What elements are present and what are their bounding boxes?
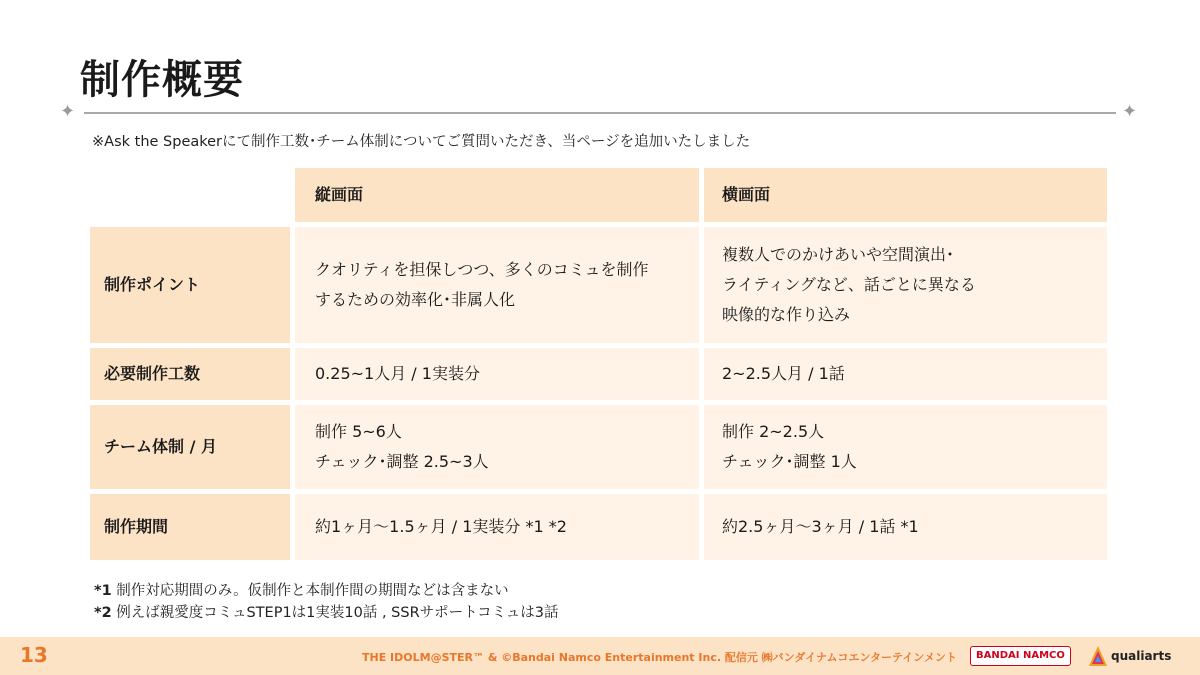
row-label: 制作期間	[90, 494, 290, 560]
header-cell-landscape: 横画面	[704, 168, 1107, 222]
table-header-row	[90, 168, 1107, 222]
cell-line: 0.25~1人月 / 1実装分	[315, 364, 480, 383]
qualiarts-wordmark: qualiarts	[1111, 649, 1172, 663]
table-row	[90, 494, 1107, 560]
cell-line: 約1ヶ月～1.5ヶ月 / 1実装分 *1 *2	[315, 517, 567, 536]
footnote-mark: *1	[94, 583, 112, 599]
footnote-mark: *2	[94, 605, 112, 621]
cell-line: 2~2.5人月 / 1話	[722, 364, 845, 383]
cell-line: チェック･調整 2.5~3人	[315, 452, 489, 471]
cell-line: ライティングなど、話ごとに異なる	[722, 275, 976, 294]
cell-line: チェック･調整 1人	[722, 452, 857, 471]
cell-line: 制作 2~2.5人	[722, 422, 825, 441]
table-row	[90, 227, 1107, 343]
qualiarts-logo	[1088, 644, 1171, 668]
cell-line: 複数人でのかけあいや空間演出･	[722, 245, 955, 264]
header-cell-portrait: 縦画面	[295, 168, 699, 222]
footnote	[94, 602, 559, 624]
qualiarts-mark-icon	[1088, 645, 1108, 667]
header-cell-empty	[90, 168, 290, 222]
title-divider	[84, 112, 1116, 114]
copyright-text: THE IDOLM@STER™ & ©Bandai Namco Entertainment Inc. 配信元 ㈱バンダイナムコエンターテインメント	[362, 651, 957, 664]
table-row	[90, 348, 1107, 400]
table-cell	[295, 494, 699, 560]
page-number: 13	[20, 643, 48, 667]
table-cell	[704, 348, 1107, 400]
cell-line: 約2.5ヶ月～3ヶ月 / 1話 *1	[722, 517, 919, 536]
cell-line: 映像的な作り込み	[722, 305, 851, 324]
sparkle-icon: ✦	[60, 101, 76, 122]
overview-table	[90, 168, 1107, 565]
footnotes	[94, 580, 559, 624]
cell-line: するための効率化･非属人化	[315, 290, 516, 309]
table-cell	[704, 227, 1107, 343]
row-label: 必要制作工数	[90, 348, 290, 400]
table-cell	[295, 348, 699, 400]
table-cell	[704, 405, 1107, 489]
page-title: 制作概要	[80, 57, 244, 103]
table-row	[90, 405, 1107, 489]
speaker-note: ※Ask the Speakerにて制作工数･チーム体制についてご質問いただき、当ページを追加いたしました	[92, 134, 751, 150]
footnote-text: 例えば親愛度コミュSTEP1は1実装10話 , SSRサポートコミュは3話	[111, 605, 559, 621]
sparkle-icon: ✦	[1122, 101, 1138, 122]
row-label: チーム体制 / 月	[90, 405, 290, 489]
table-cell	[295, 405, 699, 489]
row-label: 制作ポイント	[90, 227, 290, 343]
table-cell	[704, 494, 1107, 560]
cell-line: クオリティを担保しつつ、多くのコミュを制作	[315, 260, 649, 279]
bandai-namco-logo: BANDAI NAMCO	[970, 646, 1071, 666]
footnote	[94, 580, 559, 602]
footnote-text: 制作対応期間のみ。仮制作と本制作間の期間などは含まない	[111, 583, 509, 599]
footer-bar	[0, 637, 1200, 675]
table-cell	[295, 227, 699, 343]
cell-line: 制作 5~6人	[315, 422, 402, 441]
